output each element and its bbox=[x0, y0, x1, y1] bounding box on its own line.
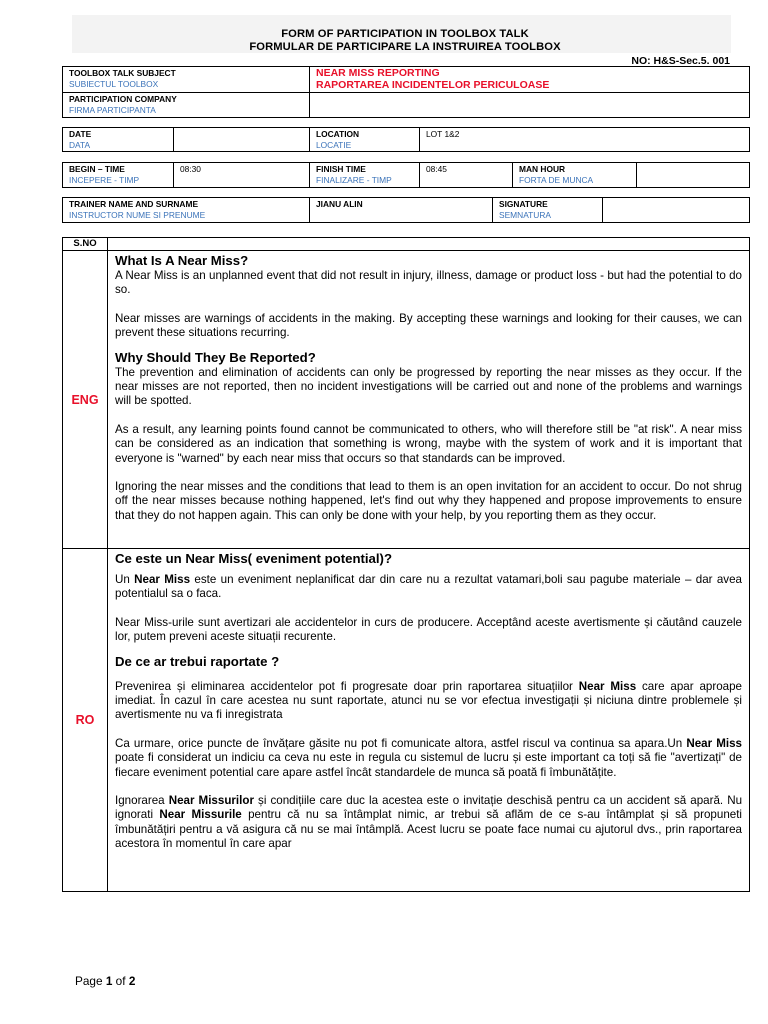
sno-header: S.NO bbox=[63, 238, 108, 251]
begin-label-cell bbox=[63, 163, 174, 188]
content-table bbox=[62, 237, 750, 892]
ro-heading-what: Ce este un Near Miss( eveniment potential)? bbox=[115, 551, 393, 566]
eng-lang-cell bbox=[63, 251, 108, 549]
ro-p4-text-a: Ca urmare, orice puncte de învățare găsite nu pot fi comunicate altora, astfel riscul va continua sa apara.Un bbox=[115, 736, 687, 750]
page-total: 2 bbox=[128, 974, 136, 988]
ro-p1-text-a: Un bbox=[115, 573, 135, 586]
eng-lang-label: ENG bbox=[71, 392, 99, 407]
subject-table bbox=[62, 66, 750, 118]
finish-value-cell[interactable] bbox=[420, 163, 513, 188]
eng-paragraph-4: As a result, any learning points found cannot be communicated to others, who will therefore still be "at risk". A near miss can be considered as an indication that something is wrong, maybe with the system of work and it is important that everyone is "warned" by each near miss that occurs so that standards can be improved. bbox=[115, 422, 742, 465]
ro-p5-bold-1: Near Missurilor bbox=[168, 794, 254, 808]
subject-value-en: NEAR MISS REPORTING bbox=[316, 67, 440, 79]
ro-p4-text-c: poate fi considerat un indiciu ca ceva nu este in regula cu sistemul de lucru și este important ca toți să fie "avertizați" de fiecare eveniment potential care apare astfel încât standardele de munca să poată fi îmbunătățite. bbox=[115, 751, 742, 779]
finish-label: FINISH TIME bbox=[316, 164, 366, 174]
of-word: of bbox=[112, 974, 129, 988]
date-label-cell bbox=[63, 128, 174, 152]
location-sublabel: LOCATIE bbox=[316, 139, 352, 150]
page-number: 1 bbox=[105, 974, 113, 988]
page-word: Page bbox=[75, 974, 106, 988]
ro-p3-text-a: Prevenirea și eliminarea accidentelor pot fi progresate doar prin raportarea situațiilor bbox=[115, 679, 579, 693]
trainer-label-cell bbox=[63, 198, 310, 223]
time-table bbox=[62, 162, 750, 188]
document-number: NO: H&S-Sec.5. 001 bbox=[631, 55, 730, 67]
trainer-value-cell[interactable] bbox=[310, 198, 493, 223]
ro-p1-bold: Near Miss bbox=[134, 573, 191, 586]
subject-sublabel: SUBIECTUL TOOLBOX bbox=[69, 78, 159, 89]
form-title-ro: FORMULAR DE PARTICIPARE LA INSTRUIREA TOOLBOX bbox=[249, 41, 561, 53]
ro-p3-text-c: care apar aproape imediat. În cazul în care acestea nu sunt raportate, atunci nu se vor efectua investigații și niciuna dintre problemele și avertismente nu va fi inregistrata bbox=[115, 679, 742, 722]
company-sublabel: FIRMA PARTICIPANTA bbox=[69, 104, 156, 115]
form-title-en: FORM OF PARTICIPATION IN TOOLBOX TALK bbox=[281, 28, 529, 40]
ro-p5-bold-2: Near Missurile bbox=[159, 808, 242, 822]
company-value-cell[interactable] bbox=[310, 93, 750, 118]
ro-lang-cell bbox=[63, 549, 108, 892]
begin-sublabel: INCEPERE - TIMP bbox=[69, 174, 140, 185]
ro-paragraph-1 bbox=[115, 573, 742, 602]
finish-label-cell bbox=[310, 163, 420, 188]
finish-value: 08:45 bbox=[426, 164, 447, 174]
date-sublabel: DATA bbox=[69, 139, 91, 150]
sno-header-blank bbox=[108, 238, 750, 251]
company-label: PARTICIPATION COMPANY bbox=[69, 94, 177, 104]
ro-p5-text-a: Ignorarea bbox=[115, 794, 169, 808]
date-location-table bbox=[62, 127, 750, 152]
ro-p3-bold: Near Miss bbox=[578, 679, 637, 693]
ro-paragraph-4 bbox=[115, 737, 742, 780]
location-label: LOCATION bbox=[316, 129, 360, 139]
ro-p5-text-c: și condițiile care duc la acestea este o invitație deschisă pentru ca un accident să apară. Nu ignorati bbox=[115, 794, 743, 822]
eng-heading-what: What Is A Near Miss? bbox=[115, 253, 249, 268]
eng-heading-why: Why Should They Be Reported? bbox=[115, 349, 316, 365]
subject-label-cell bbox=[63, 67, 310, 93]
company-label-cell bbox=[63, 93, 310, 118]
trainer-table bbox=[62, 197, 750, 223]
page-footer bbox=[75, 974, 135, 988]
ro-heading-why: De ce ar trebui raportate ? bbox=[115, 653, 280, 669]
ro-paragraph-5 bbox=[115, 794, 742, 852]
location-value-cell[interactable] bbox=[420, 128, 750, 152]
signature-value-cell[interactable] bbox=[603, 198, 750, 223]
ro-p4-bold: Near Miss bbox=[686, 736, 742, 750]
ro-p5-text-e: pentru că nu sa întâmplat nimic, ar trebui să aflăm de ce s-au întâmplat și să propuneti îmbunătățiri pentru a vă asigura că nu se mai întâmplă. Acest lucru se poate face numai cu ajutorul dvs., prin raportarea acestora în momentul în care apar bbox=[115, 808, 743, 851]
manhour-label: MAN HOUR bbox=[519, 164, 566, 174]
ro-content bbox=[108, 549, 750, 892]
manhour-sublabel: FORTA DE MUNCA bbox=[519, 174, 594, 185]
begin-value-cell[interactable] bbox=[174, 163, 310, 188]
eng-paragraph-5: Ignoring the near misses and the conditions that lead to them is an open invitation for an accident to occur. Do not shrug off the near misses because nothing happened, let's find out why they happened and propose improvements to ensure that they do not happen again. This can only be done with your help, by you reporting them as they occur. bbox=[115, 480, 742, 522]
location-value: LOT 1&2 bbox=[426, 129, 460, 139]
signature-sublabel: SEMNATURA bbox=[499, 209, 551, 220]
finish-sublabel: FINALIZARE - TIMP bbox=[316, 174, 392, 185]
date-label: DATE bbox=[69, 129, 92, 139]
date-value-cell[interactable] bbox=[174, 128, 310, 152]
signature-label: SIGNATURE bbox=[499, 199, 548, 209]
begin-label: BEGIN – TIME bbox=[69, 164, 125, 174]
trainer-sublabel: INSTRUCTOR NUME SI PRENUME bbox=[69, 209, 206, 220]
ro-p1-text-c: este un eveniment neplanificat dar din care nu a rezultat vatamari,boli sau pagube materiale – dar avea potentialul sa o faca. bbox=[115, 573, 742, 601]
trainer-label: TRAINER NAME AND SURNAME bbox=[69, 199, 199, 209]
ro-paragraph-3 bbox=[115, 680, 742, 723]
manhour-label-cell bbox=[513, 163, 637, 188]
subject-value-cell[interactable] bbox=[310, 67, 750, 93]
eng-paragraph-2: Near misses are warnings of accidents in the making. By accepting these warnings and looking for their causes, we can prevent these situations recurring. bbox=[115, 311, 742, 340]
eng-paragraph-3: The prevention and elimination of accidents can only be progressed by reporting the near misses as they occur. If the near misses are not reported, then no incident investigations will be carried out and none of the problems and warnings will be spotted. bbox=[115, 365, 742, 408]
ro-lang-label: RO bbox=[75, 713, 95, 727]
eng-paragraph-1: A Near Miss is an unplanned event that did not result in injury, illness, damage or product loss - but had the potential to do so. bbox=[115, 269, 742, 297]
location-label-cell bbox=[310, 128, 420, 152]
ro-paragraph-2: Near Miss-urile sunt avertizari ale accidentelor in curs de producere. Acceptând aceste avertismente și căutând cauzele lor, putem preveni aceste situații recurente. bbox=[115, 615, 742, 644]
subject-label: TOOLBOX TALK SUBJECT bbox=[69, 68, 176, 78]
subject-value-ro: RAPORTAREA INCIDENTELOR PERICULOASE bbox=[316, 78, 550, 91]
signature-label-cell bbox=[493, 198, 603, 223]
manhour-value-cell[interactable] bbox=[637, 163, 750, 188]
eng-content bbox=[108, 251, 750, 549]
begin-value: 08:30 bbox=[180, 164, 201, 174]
trainer-value: JIANU ALIN bbox=[316, 199, 363, 209]
